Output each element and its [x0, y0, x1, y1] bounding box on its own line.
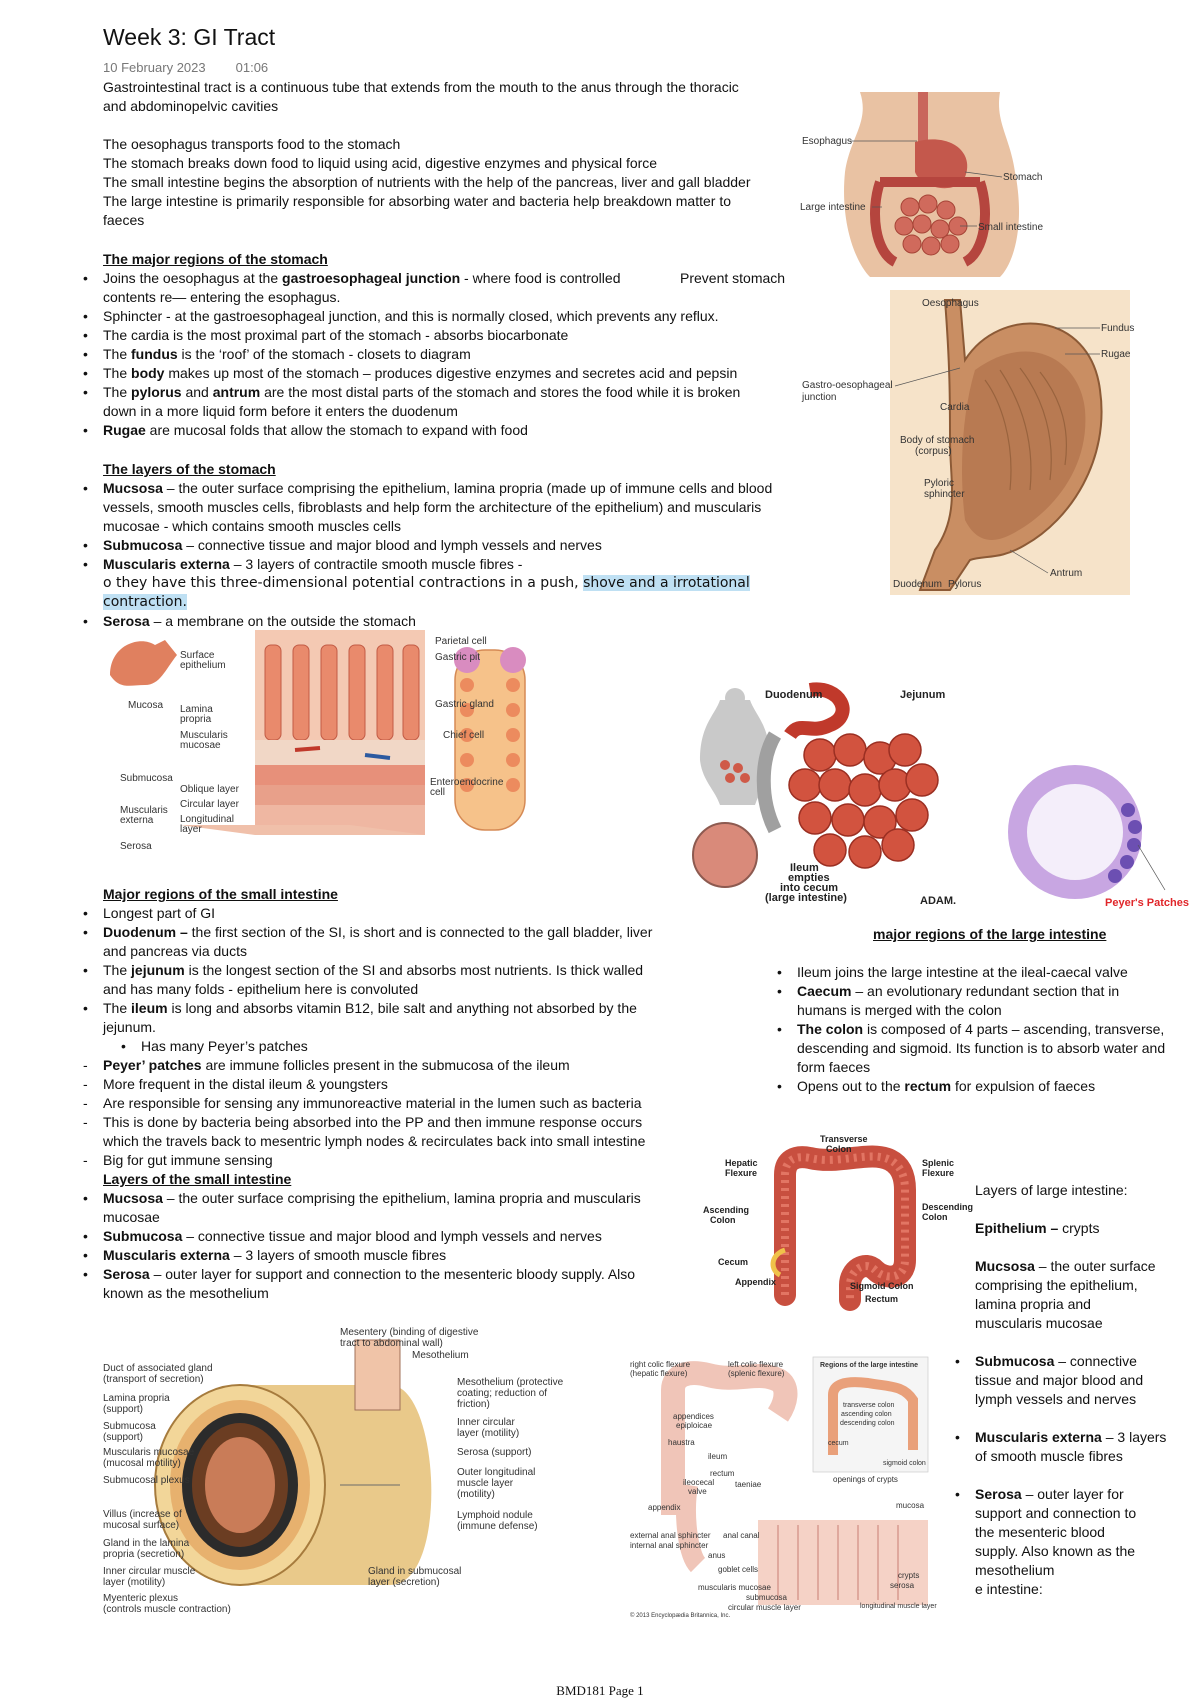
label-ol: Outer longitudinal — [457, 1467, 536, 1478]
colon-figure — [700, 1130, 974, 1310]
label-mucosa: Mucosa — [128, 700, 164, 711]
label-mm-2: (mucosal motility) — [103, 1458, 181, 1469]
label-eas: external anal sphincter — [630, 1531, 711, 1540]
intro-line: The oesophagus transports food to the stomach — [103, 136, 401, 152]
label-pyloric: Pyloric — [924, 478, 955, 489]
label-icm-2: layer (motility) — [103, 1577, 166, 1588]
list-item: • Ileum joins the large intestine at the ileal-caecal valve — [797, 963, 1197, 982]
label-lamina-2: propria — [180, 714, 212, 725]
label-esophagus: Esophagus — [802, 136, 853, 147]
stomach-regions-section — [103, 250, 803, 440]
intro-line: and abdominopelvic cavities — [103, 98, 279, 114]
list-item: • Rugae are mucosal folds that allow the stomach to expand with food — [103, 421, 803, 440]
copyright: © 2013 Encyclopædia Britannica, Inc. — [630, 1613, 731, 1619]
label-myp: Myenteric plexus — [103, 1593, 179, 1604]
page-footer: BMD181 Page 1 — [556, 1683, 644, 1698]
label-lcf-2: (splenic flexure) — [728, 1369, 785, 1378]
label-gej: Gastro-oesophageal — [802, 380, 893, 391]
label-duct: Duct of associated gland — [103, 1363, 213, 1374]
label-duct-2: (transport of secretion) — [103, 1374, 204, 1385]
label-sc: sigmoid colon — [883, 1460, 926, 1467]
list-item: • The jejunum is the longest section of the SI and absorbs most nutrients. Is thick walled and has many folds - epithelium here is convoluted — [103, 961, 703, 999]
stomach-layers-section — [103, 460, 803, 631]
label-serosa: Serosa (support) — [457, 1447, 532, 1458]
label-entero: Enteroendocrine — [430, 777, 504, 788]
large-intestine-detail-figure — [628, 1355, 937, 1620]
label-body: Body of stomach — [900, 435, 975, 446]
label-hepatic: Hepatic — [725, 1158, 758, 1168]
label-app: appendices — [673, 1412, 714, 1421]
list-item: • Joins the oesophagus at the gastroesophageal junction - where food is controlled Prevent stomach contents re— entering the esophagus. — [103, 269, 803, 307]
list-item: - Are responsible for sensing any immunoreactive material in the lumen such as bacteria — [103, 1094, 703, 1113]
label-ias: internal anal sphincter — [630, 1541, 709, 1550]
label-submucosa: Submucosa — [120, 773, 173, 784]
list-item: • The colon is composed of 4 parts – ascending, transverse, descending and sigmoid. Its function is to absorb water and form faeces — [797, 1020, 1197, 1077]
page-title: Week 3: GI Tract — [103, 24, 276, 50]
label-lcf: left colic flexure — [728, 1360, 784, 1369]
section-heading: The major regions of the stomach — [103, 251, 328, 267]
label-rcf: right colic flexure — [630, 1360, 691, 1369]
label-large-intestine: Large intestine — [800, 202, 866, 213]
label-pit: Gastric pit — [435, 652, 481, 663]
label-ln: Lymphoid nodule — [457, 1510, 533, 1521]
label-pylorus: Pylorus — [948, 579, 982, 590]
label-body-2: (corpus) — [915, 446, 952, 457]
label-fundus: Fundus — [1101, 323, 1135, 334]
label-ileum-4: (large intestine) — [765, 892, 847, 904]
label-me: Muscularis — [120, 805, 168, 816]
label-openings: openings of crypts — [833, 1475, 898, 1484]
list-item: • Muscularis externa – 3 layers of smooth muscle fibres — [103, 1246, 703, 1265]
label-mm: Muscularis — [180, 730, 228, 741]
label-descending: Descending — [922, 1202, 974, 1212]
section-heading: Layers of the small intestine — [103, 1171, 292, 1187]
label-li-sub: submucosa — [746, 1593, 787, 1602]
label-transverse-2: Colon — [826, 1144, 852, 1154]
peyers-patches-figure — [1000, 765, 1195, 915]
label-lp-2: (support) — [103, 1404, 144, 1415]
list-item: • Opens out to the rectum for expulsion of faeces — [797, 1077, 1197, 1096]
label-splenic-2: Flexure — [922, 1168, 955, 1178]
list-item: • Mucsosa – the outer surface comprising the epithelium, lamina propria (made up of immune cells and blood vessels, smooth muscles cells, fibroblasts and help form the architecture of the epithelium) and muscularis mucosae - which contains smooth muscles cells — [103, 479, 803, 536]
list-item: - More frequent in the distal ileum & youngsters — [103, 1075, 703, 1094]
list-item: • Mucsosa – the outer surface comprising the epithelium, lamina propria and muscularis mucosae — [103, 1189, 703, 1227]
label-iv-2: valve — [688, 1487, 707, 1496]
label-pyloric-2: sphincter — [924, 489, 965, 500]
label-ascending-2: Colon — [710, 1215, 736, 1225]
label-splenic: Splenic — [922, 1158, 955, 1168]
label-li-ileum: ileum — [708, 1452, 728, 1461]
label-ileum-3: into cecum — [780, 882, 839, 894]
label-ic: Inner circular — [457, 1417, 515, 1428]
label-antrum: Antrum — [1050, 568, 1083, 579]
layer-item: Epithelium – crypts — [975, 1220, 1100, 1236]
label-ileum: Ileum — [790, 862, 819, 874]
list-item: • Serosa – outer layer for support and connection to the mesenteric bloody supply. Also known as the mesothelium — [103, 1265, 703, 1303]
label-villus-2: mucosal surface) — [103, 1520, 180, 1531]
list-item: • The fundus is the ‘roof’ of the stomach - closets to diagram — [103, 345, 803, 364]
intro-line: The small intestine begins the absorption of nutrients with the help of the pancreas, liver and gall bladder — [103, 174, 751, 190]
label-rugae: Rugae — [1101, 349, 1131, 360]
label-ac: ascending colon — [841, 1411, 892, 1418]
list-item: • Submucosa – connective tissue and major blood and lymph vessels and nerves — [103, 1227, 703, 1246]
label-duodenum: Duodenum — [893, 579, 942, 590]
label-gej-2: junction — [802, 392, 837, 403]
intro-line: faeces — [103, 212, 145, 228]
list-item: • The ileum is long and absorbs vitamin B12, bile salt and anything not absorbed by the jejunum. — [103, 999, 703, 1037]
gi-tract-body-figure — [800, 92, 1045, 277]
intro-block — [103, 78, 803, 230]
label-chief: Chief cell — [443, 730, 485, 741]
label-crypts: crypts — [898, 1571, 920, 1580]
list-item: - Big for gut immune sensing — [103, 1151, 703, 1170]
label-li-cecum: cecum — [828, 1440, 849, 1447]
stomach-wall-figure — [105, 630, 565, 860]
intestine-wall-figure — [100, 1325, 570, 1615]
label-sm: Submucosa — [103, 1421, 156, 1432]
label-ascending: Ascending — [703, 1205, 750, 1215]
label-serosa: Serosa — [120, 841, 152, 852]
section-heading: Major regions of the small intestine — [103, 886, 338, 902]
list-item: • Duodenum – the first section of the SI, is short and is connected to the gall bladder, liver and pancreas via ducts — [103, 923, 703, 961]
label-longitudinal: Longitudinal — [180, 814, 234, 825]
label-li-serosa: serosa — [890, 1581, 915, 1590]
label-myp-2: (controls muscle contraction) — [103, 1604, 231, 1615]
intro-line: Gastrointestinal tract is a continuous tube that extends from the mouth to the anus through the thoracic — [103, 79, 739, 95]
label-gs: Gland in submucosal — [368, 1566, 462, 1577]
intro-line: The large intestine is primarily responsible for absorbing water and bacteria help breakdown matter to — [103, 193, 731, 209]
label-haustra: haustra — [668, 1438, 695, 1447]
margin-note: Prevent stomach — [680, 270, 786, 286]
label-li-rectum: rectum — [710, 1469, 735, 1478]
label-me-2: externa — [120, 815, 154, 826]
list-item: • Muscularis externa – 3 layers of smooth muscle fibres — [975, 1428, 1195, 1466]
adam-logo: ADAM. — [920, 895, 957, 907]
label-entero-2: cell — [430, 787, 446, 798]
label-cecum: Cecum — [718, 1257, 749, 1267]
list-item: • Muscularis externa – 3 layers of contractile smooth muscle fibres - — [103, 555, 803, 574]
label-ln-2: (immune defense) — [457, 1521, 538, 1532]
label-meso-3: friction) — [457, 1399, 490, 1410]
label-circular: Circular layer — [180, 799, 239, 810]
label-surface-2: epithelium — [180, 660, 226, 671]
label-mesentery-2: tract to abdominal wall) — [340, 1338, 443, 1349]
label-parietal: Parietal cell — [435, 636, 487, 647]
list-item: • Longest part of GI — [103, 904, 703, 923]
label-cardia: Cardia — [940, 402, 970, 413]
label-duodenum: Duodenum — [765, 689, 823, 701]
label-plexus: Submucosal plexus — [103, 1475, 190, 1486]
list-item: • The pylorus and antrum are the most distal parts of the stomach and stores the food while it is broken down in a more liquid form before it enters the duodenum — [103, 383, 803, 421]
page-date: 10 February 2023 — [103, 60, 206, 75]
layers-title: Layers of large intestine: — [975, 1182, 1128, 1198]
label-gland: Gastric gland — [435, 699, 494, 710]
list-item: • Caecum – an evolutionary redundant section that in humans is merged with the colon — [797, 982, 1197, 1020]
label-mesothelium-top: Mesothelium — [412, 1350, 469, 1361]
list-item: • Serosa – a membrane on the outside the stomach — [103, 612, 803, 631]
label-ol-3: (motility) — [457, 1489, 495, 1500]
label-transverse: Transverse — [820, 1134, 868, 1144]
label-jejunum: Jejunum — [900, 689, 946, 701]
label-li-mm: muscularis mucosae — [698, 1583, 771, 1592]
list-item: • Serosa – outer layer for support and connection to the mesenteric blood supply. Also known as the mesothelium e intestine: — [975, 1485, 1195, 1599]
label-app-2: epiploicae — [676, 1421, 713, 1430]
label-mesentery: Mesentery (binding of digestive — [340, 1327, 479, 1338]
label-sigmoid: Sigmoid Colon — [850, 1281, 914, 1291]
label-anus: anus — [708, 1551, 726, 1560]
list-item: • The body makes up most of the stomach – produces digestive enzymes and secretes acid and pepsin — [103, 364, 803, 383]
label-li-appendix: appendix — [648, 1503, 681, 1512]
label-small-intestine: Small intestine — [978, 222, 1044, 233]
list-item: • Has many Peyer’s patches — [141, 1037, 703, 1056]
label-canal: anal canal — [723, 1531, 760, 1540]
label-ic-2: layer (motility) — [457, 1428, 520, 1439]
section-heading: The layers of the stomach — [103, 461, 276, 477]
label-long: longitudinal muscle layer — [860, 1603, 937, 1610]
large-intestine-section — [797, 963, 1197, 1096]
label-meso-2: coating; reduction of — [457, 1388, 548, 1399]
highlighted-text: shove and a irrotational contraction. — [103, 575, 750, 610]
label-dc: descending colon — [840, 1420, 895, 1427]
label-hepatic-2: Flexure — [725, 1168, 758, 1178]
label-oesophagus: Oesophagus — [922, 298, 979, 309]
label-mm: Muscularis mucosae — [103, 1447, 195, 1458]
small-intestine-figure — [690, 680, 990, 915]
list-item: • The cardia is the most proximal part of the stomach - absorbs biocarbonate — [103, 326, 803, 345]
label-rcf-2: (hepatic flexure) — [630, 1369, 688, 1378]
label-longitudinal-2: layer — [180, 824, 202, 835]
list-item: • Submucosa – connective tissue and major blood and lymph vessels and nerves — [103, 536, 803, 555]
label-iv: ileocecal — [683, 1478, 715, 1487]
label-glp: Gland in the lamina — [103, 1538, 190, 1549]
label-taeniae: taeniae — [735, 1480, 762, 1489]
label-rectum: Rectum — [865, 1294, 899, 1304]
label-surface: Surface — [180, 650, 215, 661]
label-stomach: Stomach — [1003, 172, 1043, 183]
large-intestine-layers — [975, 1181, 1195, 1599]
label-villus: Villus (increase of — [103, 1509, 182, 1520]
intro-line: The stomach breaks down food to liquid using acid, digestive enzymes and physical force — [103, 155, 658, 171]
list-item: • Sphincter - at the gastroesophageal junction, and this is normally closed, which prevents any reflux. — [103, 307, 803, 326]
label-sm-2: (support) — [103, 1432, 144, 1443]
label-mm-2: mucosae — [180, 740, 221, 751]
label-glp-2: propria (secretion) — [103, 1549, 185, 1560]
label-goblet: goblet cells — [718, 1565, 759, 1574]
list-item: - This is done by bacteria being absorbed into the PP and then immune response occurs which the travels back to mesentric lymph nodes & recirculates back into small intestine — [103, 1113, 703, 1151]
label-oblique: Oblique layer — [180, 784, 239, 795]
layer-item: Mucsosa – the outer surface comprising the epithelium, lamina propria and muscularis mucosae — [975, 1258, 1156, 1331]
label-lp: Lamina propria — [103, 1393, 170, 1404]
label-tc: transverse colon — [843, 1402, 895, 1409]
label-li-mucosa: mucosa — [896, 1501, 925, 1510]
label-icm: Inner circular muscle — [103, 1566, 196, 1577]
small-intestine-section — [103, 885, 703, 1303]
label-circ: circular muscle layer — [728, 1603, 801, 1612]
label-meso: Mesothelium (protective — [457, 1377, 564, 1388]
label-gs-2: layer (secretion) — [368, 1577, 440, 1588]
page-meta — [103, 60, 268, 75]
section-heading: major regions of the large intestine — [873, 926, 1107, 942]
label-ileum-2: empties — [788, 872, 830, 884]
label-descending-2: Colon — [922, 1212, 948, 1222]
list-item: - Peyer’ patches are immune follicles present in the submucosa of the ileum — [103, 1056, 703, 1075]
label-peyers: Peyer's Patches — [1105, 897, 1189, 909]
label-regions: Regions of the large intestine — [820, 1362, 919, 1369]
page-time: 01:06 — [235, 60, 269, 75]
sub-point: o they have this three-dimensional potential contractions in a push, shove and a irrotational contraction. — [103, 575, 750, 610]
label-lamina: Lamina — [180, 704, 213, 715]
label-ol-2: muscle layer — [457, 1478, 514, 1489]
list-item: • Submucosa – connective tissue and major blood and lymph vessels and nerves — [975, 1352, 1195, 1409]
label-appendix: Appendix — [735, 1277, 777, 1287]
stomach-anatomy-figure — [800, 290, 1135, 600]
